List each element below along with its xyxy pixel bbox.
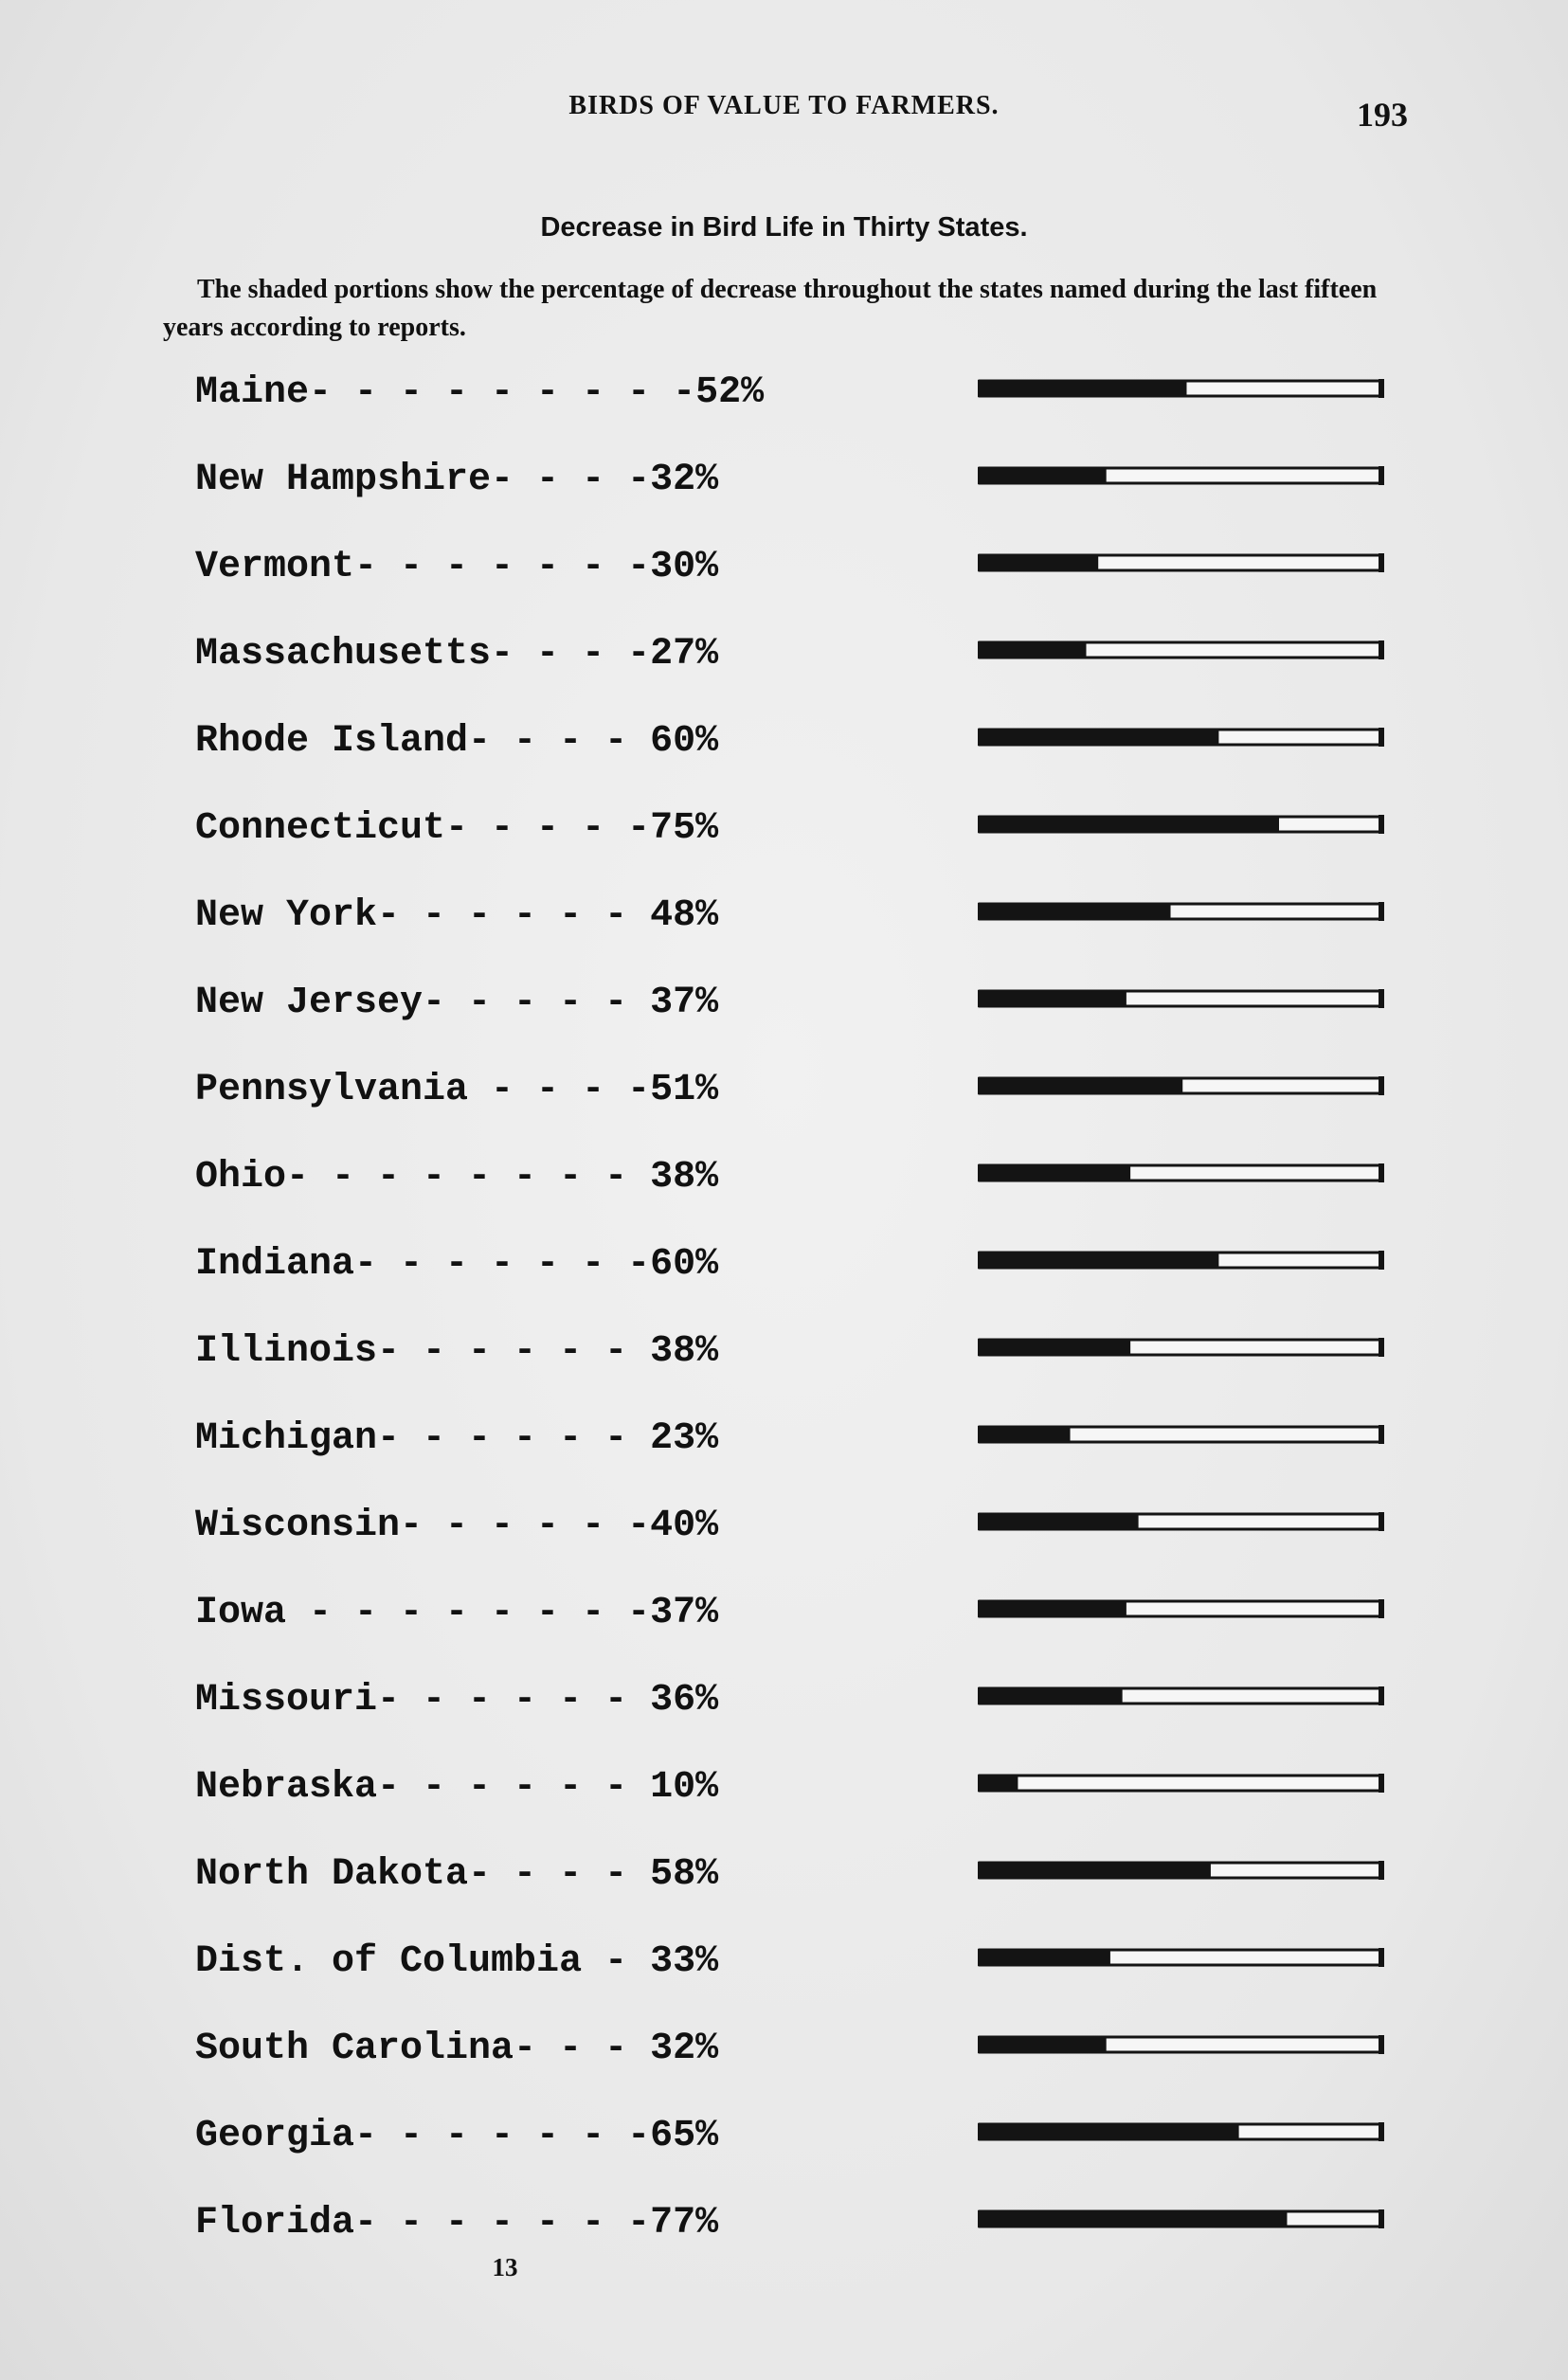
row-label: Connecticut- - - - -75% xyxy=(195,807,719,850)
bar-row xyxy=(195,2202,1384,2245)
bar-end-cap xyxy=(1379,466,1384,485)
bar-decrease xyxy=(978,554,1098,571)
row-label: New Hampshire- - - -32% xyxy=(195,459,719,501)
row-label: Ohio- - - - - - - - 38% xyxy=(195,1156,719,1199)
bar-decrease xyxy=(978,2036,1107,2053)
bar-row xyxy=(195,1069,1384,1111)
row-label: South Carolina- - - 32% xyxy=(195,2028,719,2070)
bar-decrease xyxy=(978,2210,1287,2227)
bar-row xyxy=(195,1243,1384,1286)
bar-end-cap xyxy=(1379,902,1384,921)
bar-row xyxy=(195,546,1384,588)
row-label: Georgia- - - - - - -65% xyxy=(195,2115,719,2157)
bar-decrease xyxy=(978,1775,1018,1792)
bar-row xyxy=(195,633,1384,676)
row-label: New Jersey- - - - - 37% xyxy=(195,982,719,1024)
bar-decrease xyxy=(978,641,1086,658)
bar-end-cap xyxy=(1379,2122,1384,2141)
bar-end-cap xyxy=(1379,379,1384,398)
bar-row xyxy=(195,1766,1384,1809)
bar-row xyxy=(195,894,1384,937)
bar-decrease xyxy=(978,2123,1239,2140)
row-label: Vermont- - - - - - -30% xyxy=(195,546,719,588)
page-number: 193 xyxy=(1357,96,1408,134)
bar-row xyxy=(195,1679,1384,1722)
bar-decrease xyxy=(978,380,1186,397)
bar-end-cap xyxy=(1379,1774,1384,1793)
bar-decrease xyxy=(978,1077,1182,1094)
bar-row xyxy=(195,1417,1384,1460)
row-label: Pennsylvania - - - -51% xyxy=(195,1069,719,1111)
chart-title: Decrease in Bird Life in Thirty States. xyxy=(540,212,1028,243)
bar-row xyxy=(195,1592,1384,1634)
bar-decrease xyxy=(978,1339,1130,1356)
bar-decrease xyxy=(978,1164,1130,1181)
bar-end-cap xyxy=(1379,1686,1384,1705)
row-label: Iowa - - - - - - - -37% xyxy=(195,1592,719,1634)
bar-end-cap xyxy=(1379,553,1384,572)
row-label: North Dakota- - - - 58% xyxy=(195,1853,719,1896)
bar-row xyxy=(195,1853,1384,1896)
bar-row xyxy=(195,2028,1384,2070)
folio-number: 13 xyxy=(492,2253,518,2281)
running-head: BIRDS OF VALUE TO FARMERS. xyxy=(568,91,1000,120)
bar-row xyxy=(195,371,1384,414)
bar-row xyxy=(195,982,1384,1024)
row-label: Illinois- - - - - - 38% xyxy=(195,1330,719,1373)
bar-end-cap xyxy=(1379,1948,1384,1967)
row-label: Massachusetts- - - -27% xyxy=(195,633,719,676)
bar-end-cap xyxy=(1379,989,1384,1008)
bar-track xyxy=(980,1776,1381,1791)
bar-end-cap xyxy=(1379,2209,1384,2228)
bar-decrease xyxy=(978,1513,1139,1530)
bar-row xyxy=(195,459,1384,501)
bar-end-cap xyxy=(1379,1599,1384,1618)
bar-row xyxy=(195,1156,1384,1199)
bar-end-cap xyxy=(1379,1861,1384,1880)
bar-end-cap xyxy=(1379,1425,1384,1444)
bar-decrease xyxy=(978,1252,1218,1269)
chart-caption: The shaded portions show the percentage of decrease throughout the states named during the last fifteen years according to reports. xyxy=(163,275,1378,342)
bar-decrease xyxy=(978,990,1126,1007)
row-label: New York- - - - - - 48% xyxy=(195,894,719,937)
bar-decrease xyxy=(978,816,1279,833)
bar-row xyxy=(195,1940,1384,1983)
bar-decrease xyxy=(978,1687,1123,1704)
bar-end-cap xyxy=(1379,640,1384,659)
bar-decrease xyxy=(978,1426,1071,1443)
row-label: Dist. of Columbia - 33% xyxy=(195,1940,719,1983)
bar-decrease xyxy=(978,729,1218,746)
row-label: Nebraska- - - - - - 10% xyxy=(195,1766,719,1809)
bar-end-cap xyxy=(1379,1163,1384,1182)
bar-decrease xyxy=(978,467,1107,484)
bar-end-cap xyxy=(1379,2035,1384,2054)
row-label: Florida- - - - - - -77% xyxy=(195,2202,719,2245)
row-label: Rhode Island- - - - 60% xyxy=(195,720,719,763)
row-label: Wisconsin- - - - - -40% xyxy=(195,1505,719,1547)
row-label: Indiana- - - - - - -60% xyxy=(195,1243,719,1286)
bar-row xyxy=(195,2115,1384,2157)
bar-end-cap xyxy=(1379,815,1384,834)
bar-row xyxy=(195,807,1384,850)
row-label: Missouri- - - - - - 36% xyxy=(195,1679,719,1722)
bar-decrease xyxy=(978,903,1171,920)
bar-decrease xyxy=(978,1862,1211,1879)
bar-end-cap xyxy=(1379,1512,1384,1531)
bar-end-cap xyxy=(1379,1338,1384,1357)
bar-end-cap xyxy=(1379,1076,1384,1095)
bar-row xyxy=(195,1330,1384,1373)
bar-decrease xyxy=(978,1949,1110,1966)
row-label: Michigan- - - - - - 23% xyxy=(195,1417,719,1460)
bar-end-cap xyxy=(1379,1251,1384,1270)
row-label: Maine- - - - - - - - -52% xyxy=(195,371,765,414)
bar-row xyxy=(195,720,1384,763)
bar-row xyxy=(195,1505,1384,1547)
bar-end-cap xyxy=(1379,728,1384,747)
bar-decrease xyxy=(978,1600,1126,1617)
